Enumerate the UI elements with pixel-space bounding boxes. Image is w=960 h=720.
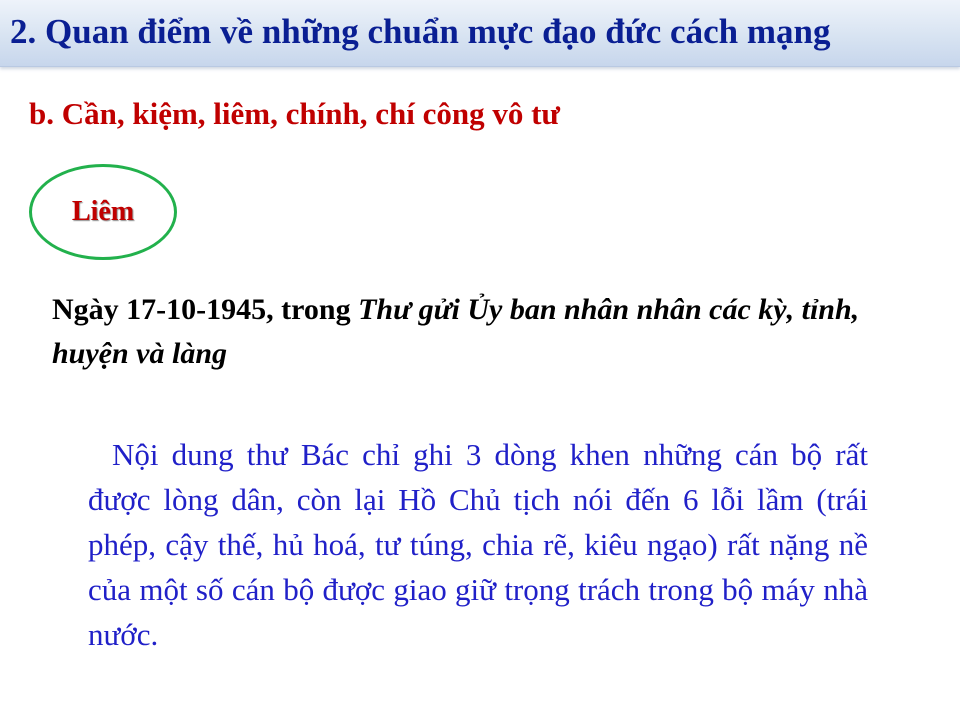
body-paragraph: Nội dung thư Bác chỉ ghi 3 dòng khen những cán bộ rất được lòng dân, còn lại Hồ Chủ tịch nói đến 6 lỗi lầm (trái phép, cậy thế, hủ hoá, tư túng, chia rẽ, kiêu ngạo) rất nặng nề của một số cán bộ được giao giữ trọng trách trong bộ máy nhà nước. — [88, 437, 868, 652]
intro-italic-text: Thư gửi Ủy ban nhân nhân các kỳ, tỉnh, huyện và làng — [52, 293, 860, 370]
oval-label: Liêm — [71, 196, 135, 227]
highlight-oval — [29, 164, 177, 260]
title-bar — [0, 0, 960, 67]
slide-title: 2. Quan điểm về những chuẩn mực đạo đức cách mạng — [10, 12, 831, 51]
intro-plain-text: Ngày 17-10-1945, trong — [52, 293, 359, 326]
intro-paragraph — [52, 288, 882, 376]
section-subtitle: b. Cần, kiệm, liêm, chính, chí công vô tư — [29, 96, 560, 131]
